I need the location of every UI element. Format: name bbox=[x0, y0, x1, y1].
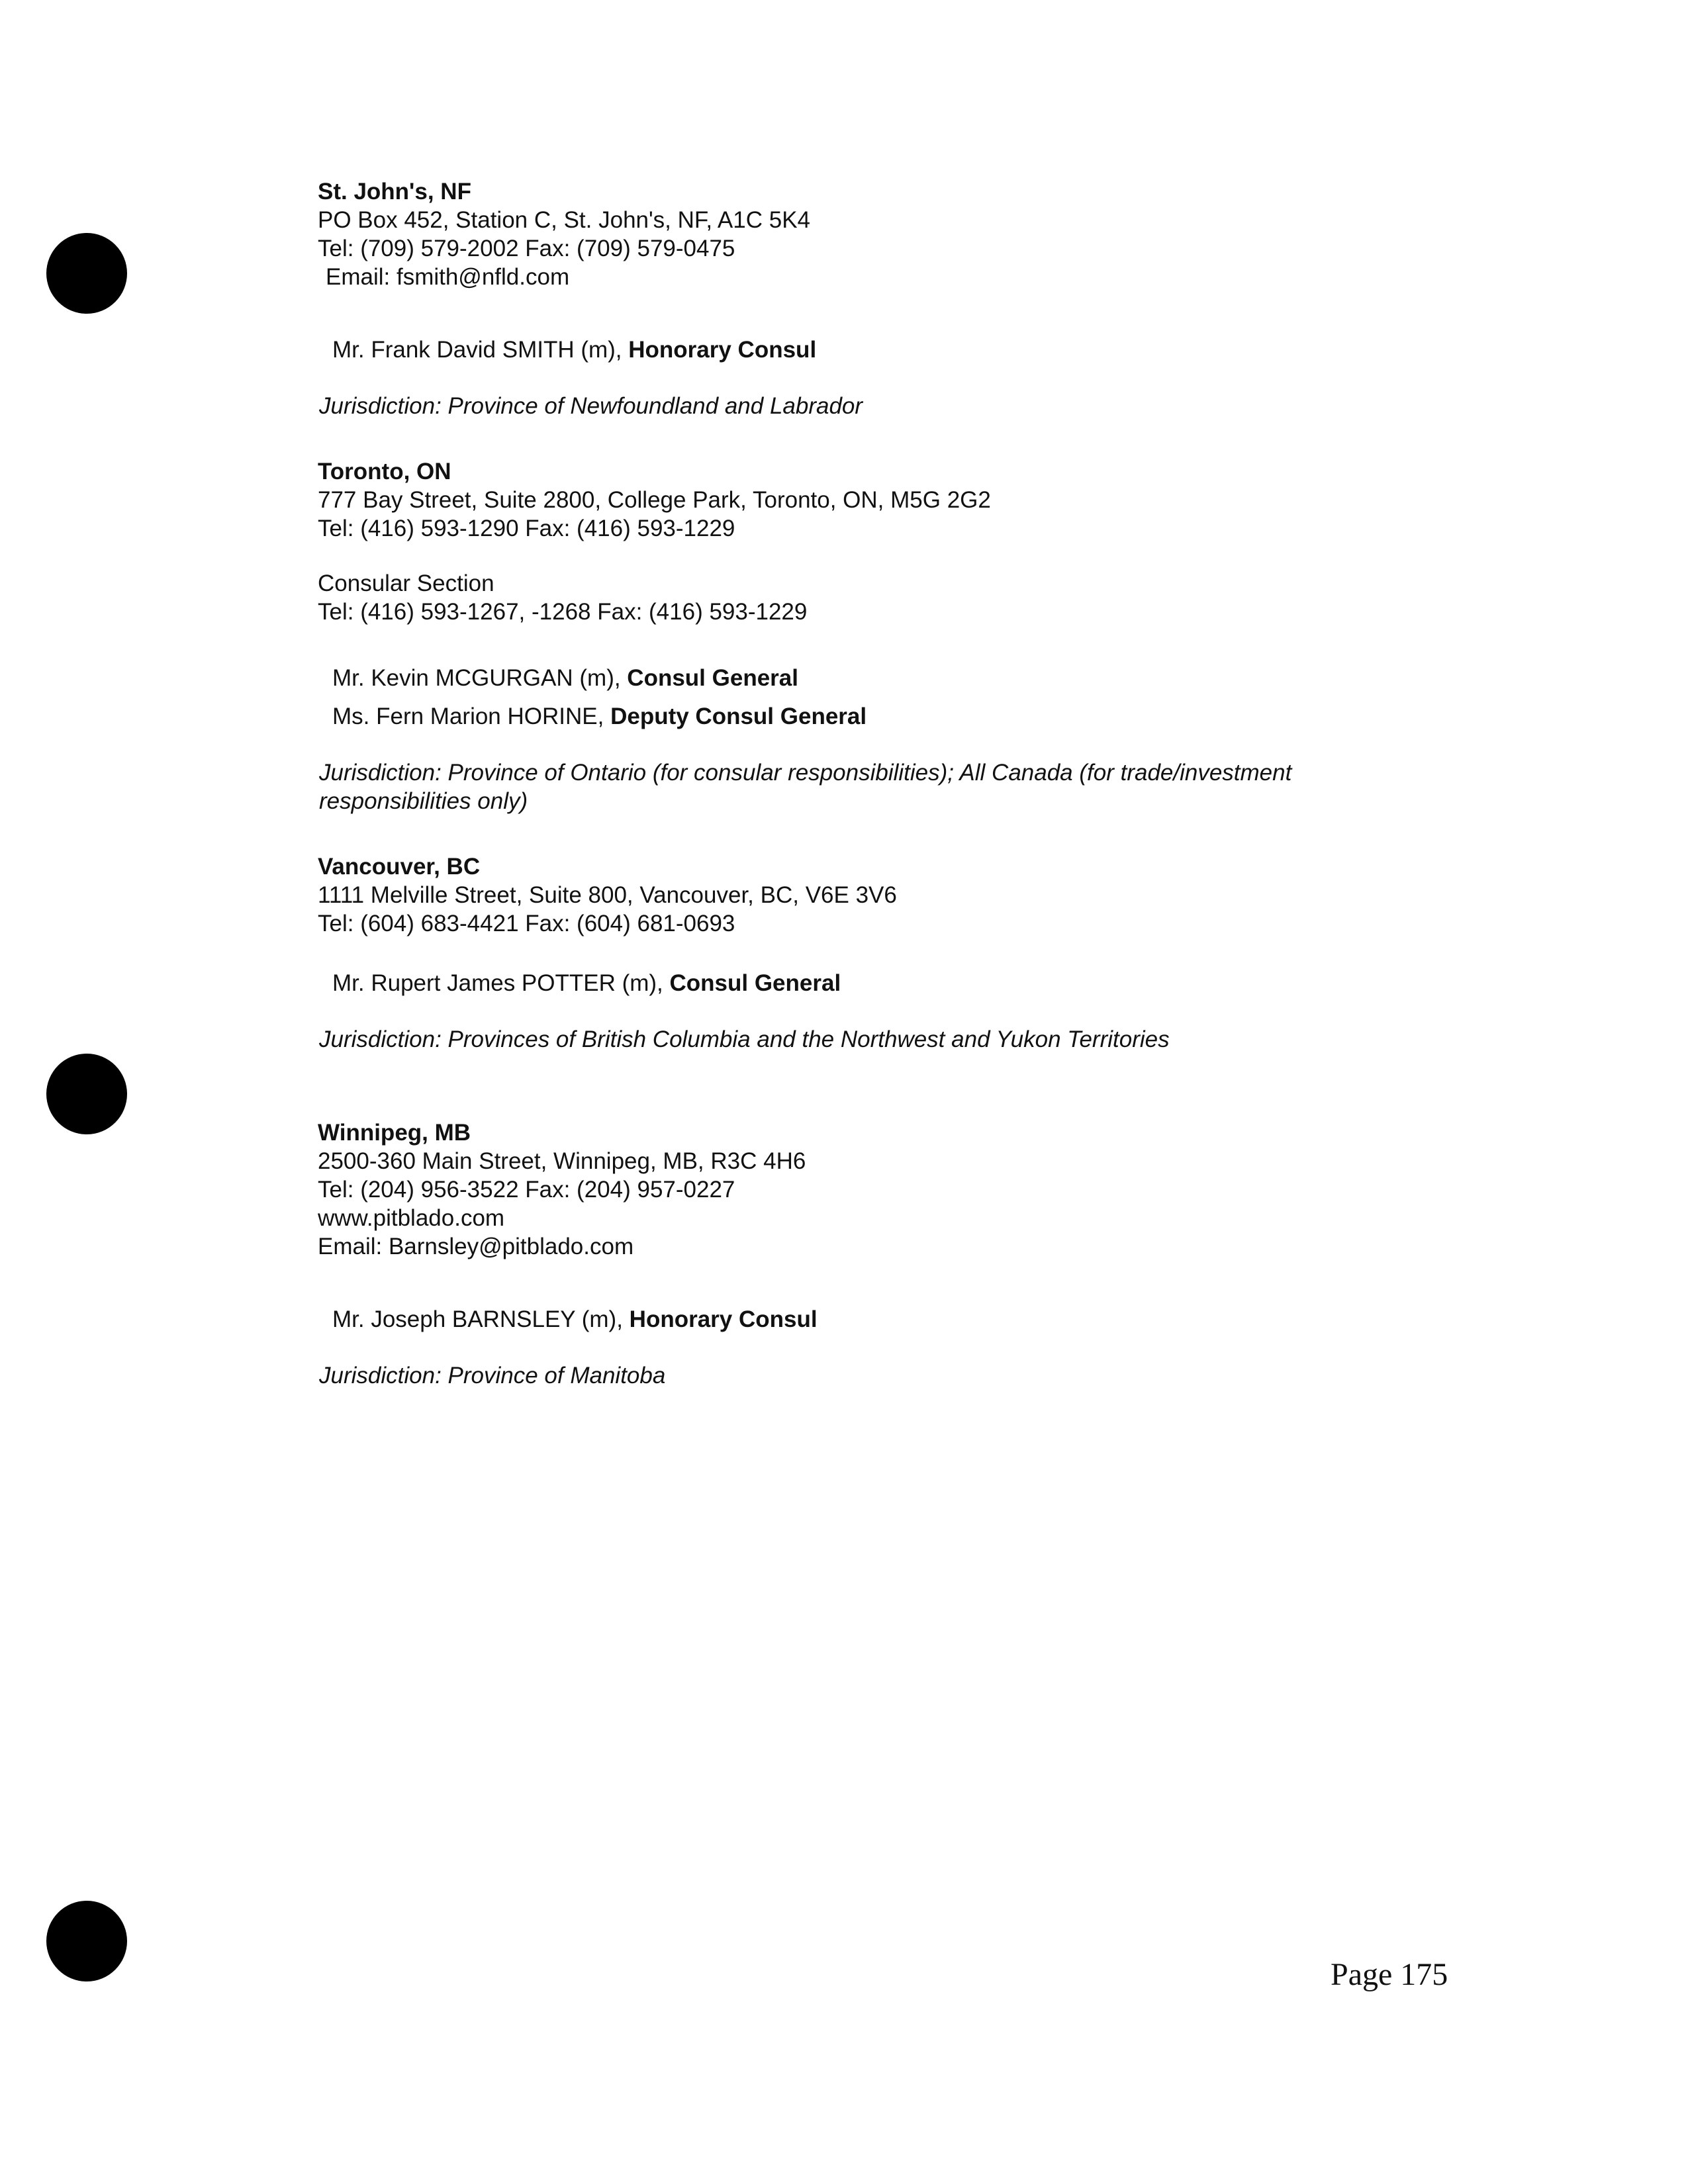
staff-name: Mr. Joseph BARNSLEY (m), bbox=[332, 1306, 630, 1332]
document-body bbox=[318, 177, 1509, 1390]
office-address: PO Box 452, Station C, St. John's, NF, A1C 5K4 bbox=[318, 207, 811, 233]
staff-entry bbox=[332, 659, 1509, 698]
office-phone: Tel: (709) 579-2002 Fax: (709) 579-0475 bbox=[318, 236, 735, 261]
staff-list bbox=[318, 331, 1509, 369]
staff-name: Ms. Fern Marion HORINE, bbox=[332, 704, 611, 729]
office-email: Email: fsmith@nfld.com bbox=[326, 264, 570, 290]
office-email: Email: Barnsley@pitblado.com bbox=[318, 1234, 634, 1259]
jurisdiction-line: Jurisdiction: Province of Ontario (for consular responsibilities); All Canada (for trade/investment bbox=[319, 760, 1292, 786]
binder-hole-middle bbox=[46, 1054, 127, 1134]
staff-title: Consul General bbox=[627, 665, 798, 691]
consular-section-label: Consular Section bbox=[318, 570, 494, 596]
staff-name: Mr. Frank David SMITH (m), bbox=[332, 337, 629, 363]
office-phone: Tel: (204) 956-3522 Fax: (204) 957-0227 bbox=[318, 1177, 735, 1203]
staff-entry bbox=[332, 964, 1509, 1003]
office-st-johns bbox=[318, 177, 1509, 291]
page-number: Page 175 bbox=[1331, 1957, 1448, 1992]
staff-name: Mr. Kevin MCGURGAN (m), bbox=[332, 665, 628, 691]
jurisdiction bbox=[318, 758, 1509, 815]
staff-title: Honorary Consul bbox=[629, 1306, 818, 1332]
office-city: Vancouver, BC bbox=[318, 854, 481, 880]
office-vancouver bbox=[318, 852, 1509, 938]
staff-title: Honorary Consul bbox=[628, 337, 817, 363]
office-city: Winnipeg, MB bbox=[318, 1120, 471, 1146]
office-toronto bbox=[318, 457, 1509, 626]
binder-hole-bottom bbox=[46, 1901, 127, 1981]
jurisdiction: Jurisdiction: Provinces of British Columbia and the Northwest and Yukon Territories bbox=[319, 1026, 1170, 1052]
jurisdiction: Jurisdiction: Province of Manitoba bbox=[319, 1363, 666, 1388]
jurisdiction-line: responsibilities only) bbox=[319, 788, 528, 814]
staff-title: Consul General bbox=[669, 970, 841, 996]
staff-list bbox=[318, 1300, 1509, 1339]
office-phone: Tel: (604) 683-4421 Fax: (604) 681-0693 bbox=[318, 911, 735, 936]
office-address: 777 Bay Street, Suite 2800, College Park, Toronto, ON, M5G 2G2 bbox=[318, 487, 991, 513]
staff-title: Deputy Consul General bbox=[610, 704, 867, 729]
staff-name: Mr. Rupert James POTTER (m), bbox=[332, 970, 670, 996]
office-city: St. John's, NF bbox=[318, 179, 471, 205]
staff-list bbox=[318, 659, 1509, 736]
office-website: www.pitblado.com bbox=[318, 1205, 505, 1231]
office-address: 1111 Melville Street, Suite 800, Vancouver, BC, V6E 3V6 bbox=[318, 882, 897, 908]
office-address: 2500-360 Main Street, Winnipeg, MB, R3C 4H6 bbox=[318, 1148, 806, 1174]
consular-section-phone: Tel: (416) 593-1267, -1268 Fax: (416) 593-1229 bbox=[318, 599, 808, 625]
jurisdiction: Jurisdiction: Province of Newfoundland and Labrador bbox=[319, 393, 863, 419]
office-winnipeg bbox=[318, 1118, 1509, 1261]
office-city: Toronto, ON bbox=[318, 459, 451, 484]
staff-entry bbox=[332, 698, 1509, 736]
binder-hole-top bbox=[46, 233, 127, 314]
staff-entry bbox=[332, 331, 1509, 369]
staff-entry bbox=[332, 1300, 1509, 1339]
staff-list bbox=[318, 964, 1509, 1003]
office-phone: Tel: (416) 593-1290 Fax: (416) 593-1229 bbox=[318, 516, 735, 541]
